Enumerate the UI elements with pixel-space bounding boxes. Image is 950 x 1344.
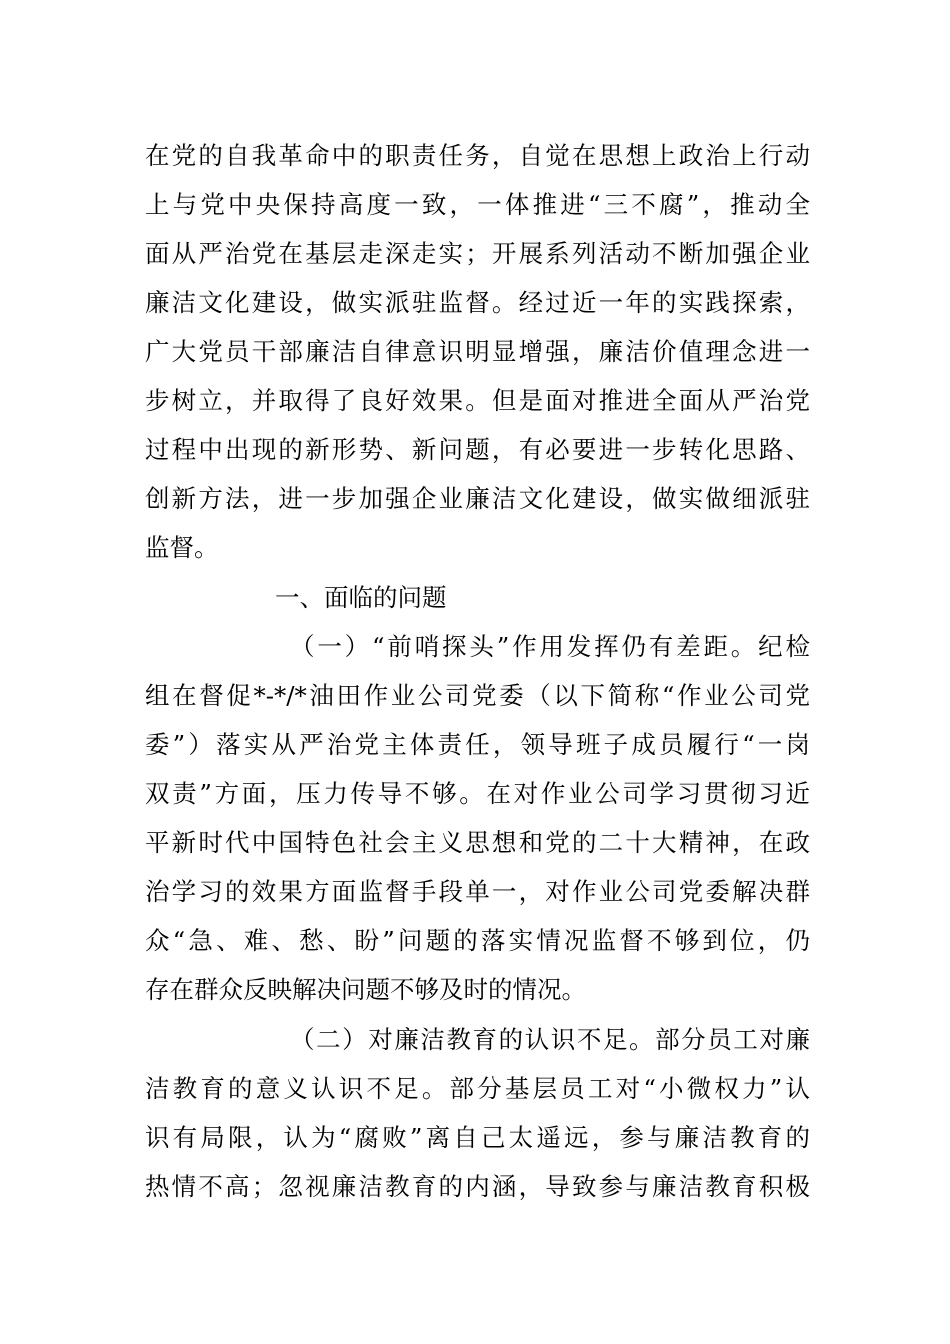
- body-line-15: 平新时代中国特色社会主义思想和党的二十大精神，在政: [145, 828, 810, 857]
- section-heading: 一、面临的问题: [275, 583, 447, 612]
- body-line-7: 过程中出现的新形势、新问题，有必要进一步转化思路、: [145, 435, 810, 464]
- body-line-14: 双责”方面，压力传导不够。在对作业公司学习贯彻习近: [145, 779, 810, 808]
- body-line-6: 步树立，并取得了良好效果。但是面对推进全面从严治党: [145, 386, 810, 415]
- body-line-16: 治学习的效果方面监督手段单一，对作业公司党委解决群: [145, 877, 810, 906]
- body-line-9: 监督。: [145, 533, 219, 562]
- body-line-12: 组在督促*-*/*油田作业公司党委（以下简称“作业公司党: [145, 681, 810, 710]
- body-line-20: 洁教育的意义认识不足。部分基层员工对“小微权力”认: [145, 1074, 810, 1103]
- body-line-3: 面从严治党在基层走深走实；开展系列活动不断加强企业: [145, 239, 810, 268]
- body-line-22: 热情不高；忽视廉洁教育的内涵，导致参与廉洁教育积极: [145, 1172, 810, 1201]
- body-line-18: 存在群众反映解决问题不够及时的情况。: [145, 975, 586, 1004]
- body-line-17: 众“急、难、愁、盼”问题的落实情况监督不够到位，仍: [145, 926, 810, 955]
- body-line-5: 广大党员干部廉洁自律意识明显增强，廉洁价值理念进一: [145, 337, 810, 366]
- subsection-heading-2: （二）对廉洁教育的认识不足。部分员工对廉: [290, 1025, 810, 1054]
- body-line-8: 创新方法，进一步加强企业廉洁文化建设，做实做细派驻: [145, 484, 810, 513]
- body-line-4: 廉洁文化建设，做实派驻监督。经过近一年的实践探索，: [145, 288, 810, 317]
- body-line-2: 上与党中央保持高度一致，一体推进“三不腐”，推动全: [145, 190, 810, 219]
- body-line-1: 在党的自我革命中的职责任务，自觉在思想上政治上行动: [145, 141, 810, 170]
- subsection-heading-1: （一）“前哨探头”作用发挥仍有差距。纪检: [290, 632, 810, 661]
- body-line-13: 委”）落实从严治党主体责任，领导班子成员履行“一岗: [145, 730, 810, 759]
- body-line-21: 识有局限，认为“腐败”离自己太遥远，参与廉洁教育的: [145, 1123, 810, 1152]
